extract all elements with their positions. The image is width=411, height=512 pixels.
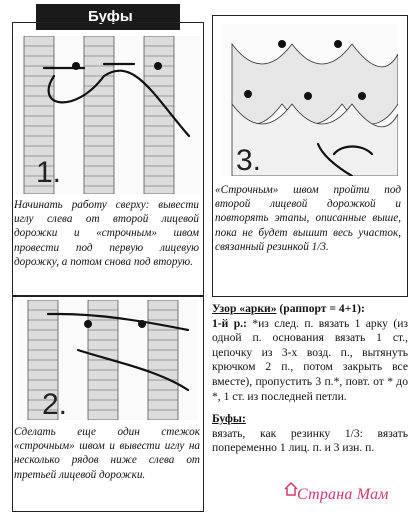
pattern-row1 — [212, 317, 408, 405]
step-3-number: 3. — [236, 144, 262, 176]
step-3-caption: «Строчным» швом пройти под второй лицевой дорожкой и повторять этапы, описанные выше, пока не будет вышит весь участок, связанный резинкой 1/3. — [215, 184, 401, 253]
house-logo-icon — [284, 482, 298, 496]
step-1-caption: Начинать работу сверху: вывести иглу слева от второй лицевой дорожки и «строчным» швом провести под первую лицевую дорожку, а потом снова под вторую. — [14, 199, 199, 268]
watermark: Страна Мам — [297, 486, 389, 503]
step-2-number: 2. — [42, 388, 68, 420]
section-title: Буфы — [36, 4, 180, 30]
pattern-heading: Узор «арки» — [212, 302, 277, 315]
step-2-illustration — [18, 300, 198, 420]
bufy-text: вязать, как резинку 1/3: вязать попеременно 1 лиц. п. и 3 изн. п. — [212, 426, 408, 455]
step-3-illustration — [222, 24, 398, 176]
step-1-number: 1. — [36, 156, 62, 189]
bufy-heading: Буфы: — [212, 412, 246, 426]
step-1-illustration — [14, 36, 200, 194]
step-2-caption: Сделать еще один стежок «строчным» швом и вывести иглу на несколько рядов ниже слева от третьей лицевой дорожки. — [14, 426, 200, 481]
bufy-heading-line — [212, 412, 408, 427]
pattern-heading-suffix: (раппорт = 4+1): — [276, 302, 365, 315]
pattern-instructions — [212, 302, 408, 456]
pattern-heading-line — [212, 302, 408, 317]
row1-text: *из след. п. вязать 1 арку (из одной п. основания вязать 1 ст., цепочку из 3-х возд. п., вытянуть крючком 2 п., потом закрыть все вместе), пропустить 3 п.*, повт. от * до *, 1 ст. из последней петли. — [212, 316, 408, 403]
row1-label: 1-й р.: — [212, 316, 247, 330]
